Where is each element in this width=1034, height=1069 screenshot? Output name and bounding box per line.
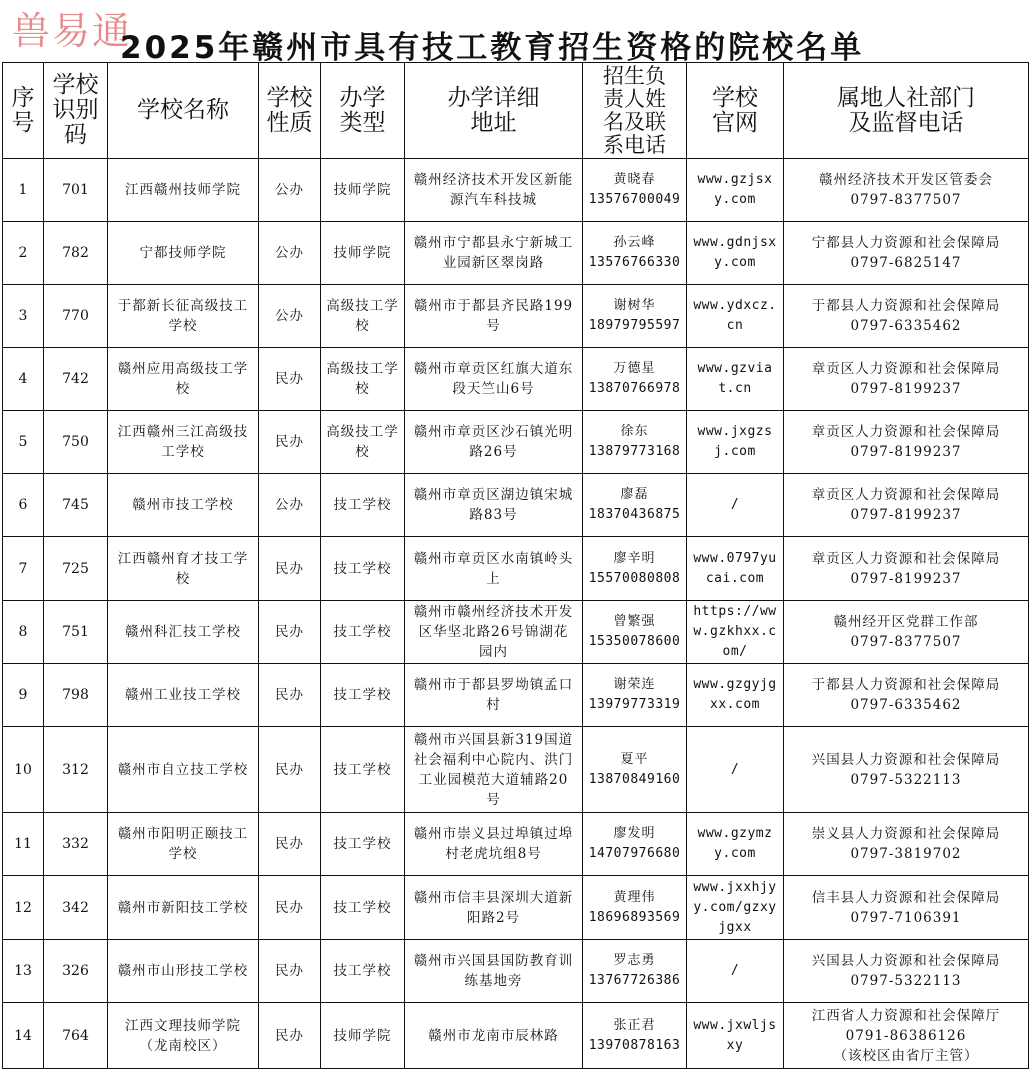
department-name: 赣州经济技术开发区管委会 <box>819 172 993 188</box>
contact-person: 万德星 <box>613 361 656 376</box>
row-address: 赣州市章贡区湖边镇宋城路83号 <box>405 474 583 537</box>
row-department <box>784 159 1029 222</box>
row-nature: 民办 <box>259 876 321 940</box>
row-code: 798 <box>44 664 108 727</box>
header-nature: 学校 性质 <box>259 63 321 159</box>
row-contact <box>583 876 687 940</box>
table-row <box>3 222 1029 285</box>
department-phone: 0797-7106391 <box>850 909 962 926</box>
row-code: 751 <box>44 601 108 664</box>
row-contact <box>583 411 687 474</box>
row-website[interactable]: www.jxwljsxy <box>687 1003 784 1069</box>
row-department <box>784 940 1029 1003</box>
row-contact <box>583 1003 687 1069</box>
row-school-name: 赣州工业技工学校 <box>108 664 259 727</box>
row-nature: 公办 <box>259 222 321 285</box>
row-school-name: 江西赣州技师学院 <box>108 159 259 222</box>
row-type: 技工学校 <box>321 813 405 876</box>
row-address: 赣州市赣州经济技术开发区华坚北路26号锦湖花园内 <box>405 601 583 664</box>
row-department <box>784 285 1029 348</box>
row-type: 技工学校 <box>321 940 405 1003</box>
row-nature: 公办 <box>259 474 321 537</box>
row-address: 赣州市兴国县国防教育训练基地旁 <box>405 940 583 1003</box>
row-seq: 12 <box>3 876 44 940</box>
contact-phone: 13870849160 <box>588 771 681 787</box>
row-code: 312 <box>44 727 108 813</box>
table-row <box>3 727 1029 813</box>
department-name: 章贡区人力资源和社会保障局 <box>811 550 1001 567</box>
row-website[interactable]: www.0797yucai.com <box>687 537 784 601</box>
table-row <box>3 537 1029 601</box>
row-address: 赣州市信丰县深圳大道新阳路2号 <box>405 876 583 940</box>
row-type: 技工学校 <box>321 727 405 813</box>
row-school-name: 赣州科汇技工学校 <box>108 601 259 664</box>
department-name: 江西省人力资源和社会保障厅 <box>811 1007 1001 1024</box>
row-website[interactable]: www.gzviat.cn <box>687 348 784 411</box>
header-department: 属地人社部门 及监督电话 <box>784 63 1029 159</box>
contact-phone: 13767726386 <box>588 973 681 988</box>
row-address: 赣州经济技术开发区新能源汽车科技城 <box>405 159 583 222</box>
row-contact <box>583 159 687 222</box>
row-website[interactable]: www.gzgyjgxx.com <box>687 664 784 727</box>
row-seq: 1 <box>3 159 44 222</box>
contact-phone: 13970878163 <box>588 1037 681 1053</box>
row-department <box>784 664 1029 727</box>
department-name: 章贡区人力资源和社会保障局 <box>811 424 1001 440</box>
contact-person: 廖辛明 <box>613 550 656 566</box>
row-address: 赣州市宁都县永宁新城工业园新区翠岗路 <box>405 222 583 285</box>
row-contact <box>583 348 687 411</box>
department-phone: 0797-8377507 <box>850 634 962 650</box>
department-phone: 0797-8199237 <box>850 444 962 460</box>
department-phone: 0797-5322113 <box>850 973 962 989</box>
department-phone: 0797-6825147 <box>850 255 962 271</box>
row-code: 764 <box>44 1003 108 1069</box>
row-nature: 民办 <box>259 940 321 1003</box>
row-website: / <box>687 940 784 1003</box>
row-website[interactable]: www.gzjsxy.com <box>687 159 784 222</box>
row-code: 326 <box>44 940 108 1003</box>
row-type: 技工学校 <box>321 537 405 601</box>
department-phone: 0797-8199237 <box>850 507 962 523</box>
contact-person: 廖发明 <box>613 826 656 841</box>
row-school-name: 赣州市阳明正颐技工学校 <box>108 813 259 876</box>
header-name: 学校名称 <box>108 63 259 159</box>
row-seq: 4 <box>3 348 44 411</box>
header-seq: 序 号 <box>3 63 44 159</box>
department-name: 赣州经开区党群工作部 <box>833 614 979 630</box>
row-website: / <box>687 474 784 537</box>
row-website[interactable]: www.jxxhjyy.com/gzxyjgxx <box>687 876 784 940</box>
row-contact <box>583 664 687 727</box>
row-department <box>784 411 1029 474</box>
header-type: 办学 类型 <box>321 63 405 159</box>
row-contact <box>583 601 687 664</box>
page-title: 2025年赣州市具有技工教育招生资格的院校名单 <box>120 30 865 66</box>
department-name: 兴国县人力资源和社会保障局 <box>811 953 1001 969</box>
header-row <box>3 63 1029 159</box>
row-contact <box>583 727 687 813</box>
row-code: 745 <box>44 474 108 537</box>
contact-phone: 13576700049 <box>588 192 681 207</box>
row-type: 技师学院 <box>321 159 405 222</box>
row-nature: 公办 <box>259 159 321 222</box>
department-name: 于都县人力资源和社会保障局 <box>811 298 1001 314</box>
department-note: （该校区由省厅主管） <box>833 1047 979 1064</box>
row-address: 赣州市于都县齐民路199号 <box>405 285 583 348</box>
row-school-name: 江西赣州三江高级技工学校 <box>108 411 259 474</box>
department-name: 信丰县人力资源和社会保障局 <box>811 889 1001 906</box>
row-department <box>784 537 1029 601</box>
department-phone: 0797-3819702 <box>850 846 962 862</box>
row-address: 赣州市兴国县新319国道社会福利中心院内、洪门工业园模范大道辅路20号 <box>405 727 583 813</box>
row-seq: 11 <box>3 813 44 876</box>
row-code: 742 <box>44 348 108 411</box>
row-nature: 民办 <box>259 601 321 664</box>
schools-table <box>2 62 1029 1069</box>
row-school-name: 赣州市山形技工学校 <box>108 940 259 1003</box>
contact-phone: 18979795597 <box>588 318 681 333</box>
row-address: 赣州市章贡区红旗大道东段天竺山6号 <box>405 348 583 411</box>
contact-phone: 13879773168 <box>588 444 681 459</box>
row-department <box>784 474 1029 537</box>
row-school-name: 赣州市自立技工学校 <box>108 727 259 813</box>
row-address: 赣州市龙南市辰林路 <box>405 1003 583 1069</box>
table-row <box>3 1003 1029 1069</box>
table-row <box>3 411 1029 474</box>
row-code: 782 <box>44 222 108 285</box>
row-type: 技工学校 <box>321 474 405 537</box>
department-phone: 0797-5322113 <box>850 771 962 788</box>
contact-person: 张正君 <box>613 1017 656 1033</box>
row-type: 技师学院 <box>321 1003 405 1069</box>
watermark: 兽易通 <box>12 9 133 53</box>
row-department <box>784 876 1029 940</box>
row-nature: 民办 <box>259 813 321 876</box>
row-department <box>784 1003 1029 1069</box>
contact-phone: 15350078600 <box>588 634 681 649</box>
row-nature: 民办 <box>259 348 321 411</box>
row-code: 750 <box>44 411 108 474</box>
row-seq: 9 <box>3 664 44 727</box>
row-code: 701 <box>44 159 108 222</box>
row-seq: 14 <box>3 1003 44 1069</box>
row-type: 高级技工学校 <box>321 411 405 474</box>
row-nature: 民办 <box>259 537 321 601</box>
row-type: 技工学校 <box>321 664 405 727</box>
row-school-name: 江西文理技师学院（龙南校区） <box>108 1003 259 1069</box>
contact-person: 黄理伟 <box>613 889 656 905</box>
row-seq: 6 <box>3 474 44 537</box>
row-seq: 2 <box>3 222 44 285</box>
contact-person: 夏平 <box>620 751 649 767</box>
header-website: 学校 官网 <box>687 63 784 159</box>
table-row <box>3 285 1029 348</box>
contact-person: 孙云峰 <box>613 235 656 250</box>
row-nature: 公办 <box>259 285 321 348</box>
row-school-name: 于都新长征高级技工学校 <box>108 285 259 348</box>
row-department <box>784 222 1029 285</box>
contact-phone: 13979773319 <box>588 697 681 712</box>
header-contact: 招生负 责人姓 名及联 系电话 <box>583 63 687 159</box>
department-phone: 0797-8377507 <box>850 192 962 208</box>
table-row <box>3 940 1029 1003</box>
department-name: 宁都县人力资源和社会保障局 <box>811 235 1001 251</box>
contact-person: 曾繁强 <box>613 614 656 629</box>
department-name: 崇义县人力资源和社会保障局 <box>811 826 1001 842</box>
row-department <box>784 727 1029 813</box>
row-code: 725 <box>44 537 108 601</box>
department-phone: 0791-86386126 <box>845 1027 967 1044</box>
table-row <box>3 348 1029 411</box>
department-phone: 0797-8199237 <box>850 381 962 397</box>
row-seq: 8 <box>3 601 44 664</box>
row-seq: 3 <box>3 285 44 348</box>
contact-phone: 13576766330 <box>588 255 681 270</box>
row-contact <box>583 222 687 285</box>
table-row <box>3 813 1029 876</box>
row-department <box>784 348 1029 411</box>
row-school-name: 赣州市新阳技工学校 <box>108 876 259 940</box>
contact-person: 廖磊 <box>620 487 649 502</box>
row-seq: 10 <box>3 727 44 813</box>
table-body <box>3 159 1029 1069</box>
row-nature: 民办 <box>259 1003 321 1069</box>
row-website[interactable]: https://www.gzkhxx.com/ <box>687 601 784 664</box>
row-code: 332 <box>44 813 108 876</box>
contact-phone: 15570080808 <box>588 570 681 586</box>
contact-person: 谢树华 <box>613 298 656 313</box>
department-name: 于都县人力资源和社会保障局 <box>811 677 1001 693</box>
row-contact <box>583 940 687 1003</box>
row-type: 高级技工学校 <box>321 348 405 411</box>
department-name: 章贡区人力资源和社会保障局 <box>811 487 1001 503</box>
table-row <box>3 474 1029 537</box>
contact-phone: 18696893569 <box>588 909 681 925</box>
contact-person: 谢荣连 <box>613 677 656 692</box>
table-row <box>3 601 1029 664</box>
row-address: 赣州市章贡区沙石镇光明路26号 <box>405 411 583 474</box>
row-nature: 民办 <box>259 664 321 727</box>
row-school-name: 赣州应用高级技工学校 <box>108 348 259 411</box>
row-contact <box>583 474 687 537</box>
row-seq: 5 <box>3 411 44 474</box>
row-type: 高级技工学校 <box>321 285 405 348</box>
row-website: / <box>687 727 784 813</box>
header-address: 办学详细 地址 <box>405 63 583 159</box>
row-school-name: 赣州市技工学校 <box>108 474 259 537</box>
row-school-name: 宁都技师学院 <box>108 222 259 285</box>
contact-person: 徐东 <box>620 424 649 439</box>
contact-phone: 18370436875 <box>588 507 681 522</box>
row-nature: 民办 <box>259 727 321 813</box>
row-website[interactable]: www.gdnjsxy.com <box>687 222 784 285</box>
row-department <box>784 601 1029 664</box>
contact-person: 罗志勇 <box>613 953 656 968</box>
row-seq: 7 <box>3 537 44 601</box>
row-type: 技工学校 <box>321 601 405 664</box>
row-contact <box>583 537 687 601</box>
row-seq: 13 <box>3 940 44 1003</box>
contact-person: 黄晓春 <box>613 172 656 187</box>
row-school-name: 江西赣州育才技工学校 <box>108 537 259 601</box>
department-phone: 0797-6335462 <box>850 697 962 713</box>
row-address: 赣州市崇义县过埠镇过埠村老虎坑组8号 <box>405 813 583 876</box>
table-row <box>3 159 1029 222</box>
department-name: 章贡区人力资源和社会保障局 <box>811 361 1001 377</box>
department-phone: 0797-8199237 <box>850 570 962 587</box>
row-contact <box>583 813 687 876</box>
row-code: 342 <box>44 876 108 940</box>
row-website[interactable]: www.jxgzsj.com <box>687 411 784 474</box>
table-row <box>3 876 1029 940</box>
row-contact <box>583 285 687 348</box>
row-code: 770 <box>44 285 108 348</box>
row-address: 赣州市章贡区水南镇岭头上 <box>405 537 583 601</box>
table-row <box>3 664 1029 727</box>
header-code: 学校 识别 码 <box>44 63 108 159</box>
row-department <box>784 813 1029 876</box>
row-type: 技工学校 <box>321 876 405 940</box>
row-website[interactable]: www.ydxcz.cn <box>687 285 784 348</box>
contact-phone: 13870766978 <box>588 381 681 396</box>
row-nature: 民办 <box>259 411 321 474</box>
department-name: 兴国县人力资源和社会保障局 <box>811 751 1001 768</box>
department-phone: 0797-6335462 <box>850 318 962 334</box>
row-website[interactable]: www.gzymzy.com <box>687 813 784 876</box>
row-address: 赣州市于都县罗坳镇孟口村 <box>405 664 583 727</box>
row-type: 技师学院 <box>321 222 405 285</box>
contact-phone: 14707976680 <box>588 846 681 861</box>
